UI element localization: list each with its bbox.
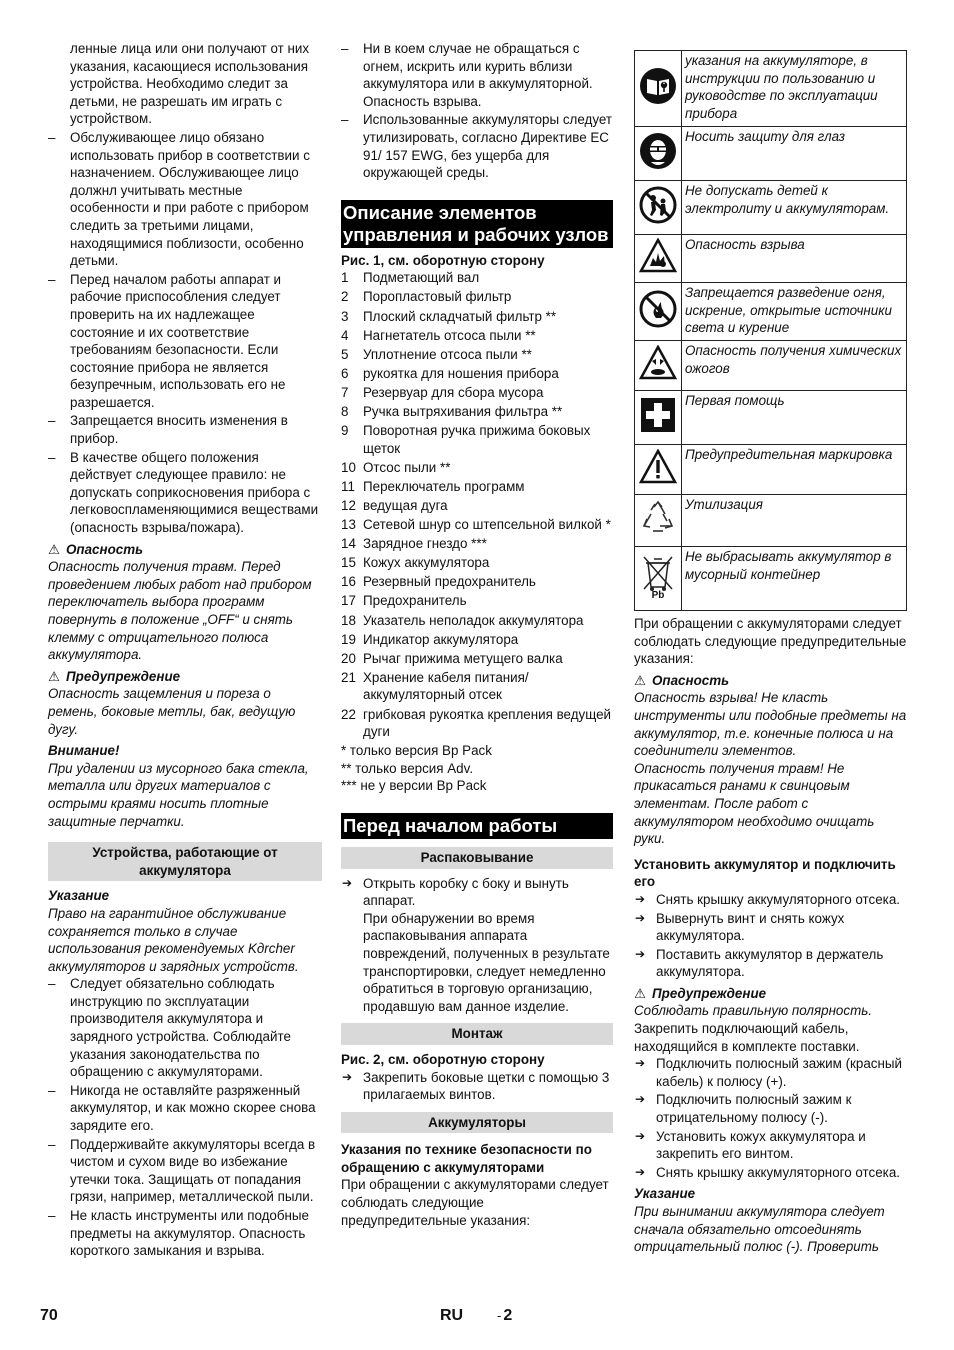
step-item: ➔ Подключить полюсный зажим к отрицательному полюсу (-). [634,1091,907,1126]
table-row [635,391,907,445]
element-label: рукоятка для ношения прибора [363,365,559,381]
danger-text: Опасность получения травм. Перед проведением любых работ над прибором переключатель выбора программ повернуть в положение „OFF“ и снять клемму с отрицательного полюса аккумулятора. [48,559,312,663]
element-label: Хранение кабеля питания/аккумуляторный отсек [363,669,529,703]
step-item [341,875,613,1016]
warning-triangle-icon: ⚠ [634,985,647,1001]
element-list-item [341,288,613,306]
list-item: – Никогда не оставляйте разряженный аккумулятор, и как можно скорее снова зарядите его. [48,1082,322,1135]
symbol-text: Не выбрасывать аккумулятор в мусорный контейнер [682,547,907,611]
element-number: 21 [341,669,356,685]
unpacking-heading: Распаковывание [341,847,613,869]
list-item: – В качестве общего положения действует следующее правило: не допускать соприкосновения прибора с легковоспламеняющимися веществами (опасность взрыва/пожара). [48,449,322,537]
warning-triangle-icon: ⚠ [634,672,647,688]
explosion-icon [635,235,682,283]
list-item: – Следует обязательно соблюдать инструкцию по эксплуатации производителя аккумулятора и зарядного устройства. Соблюдайте указания законодательства по обращению с аккумуляторами. [48,975,322,1081]
symbol-text: Опасность взрыва [682,235,907,283]
element-list-item [341,327,613,345]
element-number: 3 [341,308,349,324]
element-list-item [341,346,613,364]
safety-heading: Указания по технике безопасности по обращению с аккумуляторами [341,1142,592,1175]
element-number: 9 [341,423,349,439]
warning-triangle-icon: ⚠ [48,541,61,557]
table-row [635,283,907,341]
warning-title: Предупреждение [66,668,181,684]
note-text: При вынимании аккумулятора следует сначала обязательно отсоединять отрицательный полюс (-). Проверить [634,1204,885,1255]
footnote: * только версия Bp Pack [341,743,492,759]
element-list-item [341,384,613,402]
element-number: 18 [341,612,356,628]
element-label: Зарядное гнездо *** [363,536,487,552]
element-list-item [341,308,613,326]
unpacking-text: При обнаружении во время распаковывания аппарата повреждений, полученных в результате транспортировки, следует немедленно обратиться в торговую организацию, продавшую вам данное изделие. [363,910,610,1014]
table-row [635,341,907,391]
element-number: 20 [341,650,356,666]
sheet-dash: - [497,1308,502,1323]
note-text: Право на гарантийное обслуживание сохраняется только в случае использования рекомендуемых Kдrcher аккумуляторов и зарядных устройств. [48,905,299,974]
element-list-item [341,269,613,287]
element-list-item [341,573,613,591]
element-number: 4 [341,327,349,343]
element-number: 11 [341,478,355,494]
element-label: грибковая рукоятка крепления ведущей дуги [363,706,612,740]
element-list-item [341,365,613,383]
no-children-icon [635,181,682,235]
element-label: Кожух аккумулятора [363,555,490,571]
attention-text: При удалении из мусорного бака стекла, металла или других материалов с острыми краями носить плотные защитные перчатки. [48,760,309,829]
symbol-text: Утилизация [682,495,907,547]
pb-label: Pb [651,590,665,600]
danger-heading [48,541,322,559]
table-row [635,181,907,235]
list-item: – Перед началом работы аппарат и рабочие приспособления следует проверить на их надлежащее состояние и их соответствие требованиям безопасности. Если состояние прибора не является безупречным, использовать его не разрешается. [48,271,322,412]
table-row [635,445,907,495]
battery-section-heading: Устройства, работающие от аккумулятора [48,842,322,881]
element-list-item [341,631,613,649]
table-row [635,495,907,547]
first-aid-icon [635,391,682,445]
element-number: 1 [341,270,349,286]
element-list-item [341,516,613,534]
element-number: 6 [341,365,349,381]
column-left [48,40,322,1261]
element-label: Ручка вытряхивания фильтра ** [363,404,563,419]
sheet-value: 2 [503,1307,513,1324]
element-label: Отсос пыли ** [363,459,451,475]
footnote: ** только версия Adv. [341,760,474,776]
attention-title: Внимание! [48,743,120,759]
manual-icon [635,51,682,127]
element-number: 14 [341,536,356,552]
mounting-heading: Монтаж [341,1023,613,1045]
language-code: RU [440,1307,464,1324]
warning-heading [48,668,322,686]
symbol-text: Носить защиту для глаз [682,127,907,181]
warning-text: Опасность защемления и пореза о ремень, боковые метлы, бак, ведущую дугу. [48,686,296,737]
step-item: ➔ Установить кожух аккумулятора и закрепить его винтом. [634,1128,907,1163]
danger-heading [634,672,907,690]
element-number: 2 [341,289,349,305]
column-middle [341,40,613,1229]
list-item: – Поддерживайте аккумуляторы всегда в чистом и сухом виде во избежание утечки тока. Защищать от попадания грязи, например, металлической пыли. [48,1136,322,1206]
element-label: Индикатор аккумулятора [363,631,519,647]
intro-paragraph: ленные лица или они получают от них указания, касающиеся использования устройства. Необходимо следит за детьми, не разрешать им играть с устройством. [70,41,310,127]
element-label: Предохранитель [363,593,467,609]
element-list-item [341,669,613,704]
element-list-item [341,554,613,572]
element-number: 10 [341,459,356,475]
chemical-burn-icon [635,341,682,391]
element-list-item [341,403,613,421]
batteries-heading: Аккумуляторы [341,1112,613,1134]
element-list-item [341,535,613,553]
list-item: – Запрещается вносить изменения в прибор. [48,412,322,447]
step-item: ➔ Поставить аккумулятор в держатель аккумулятора. [634,946,907,981]
symbol-text: Предупредительная маркировка [682,445,907,495]
element-list-item [341,459,613,477]
symbol-text: Первая помощь [682,391,907,445]
warning-heading [634,985,907,1003]
elements-heading: Описание элементов управления и рабочих узлов [341,200,613,248]
eye-protection-icon [635,127,682,181]
element-list-item [341,650,613,668]
note-title: Указание [48,888,110,904]
symbol-text: Не допускать детей к электролиту и аккумуляторам. [682,181,907,235]
sheet-number [497,1307,512,1325]
step-text: Открыть коробку с боку и вынуть аппарат. [363,875,569,909]
before-start-heading: Перед началом работы [341,813,613,839]
figure-2-reference: Рис. 2, см. оборотную сторону [341,1051,545,1067]
symbol-text: Запрещается разведение огня, искрение, открытые источники света и курение [682,283,907,341]
element-label: Рычаг прижима метущего валка [363,650,563,666]
table-row [635,235,907,283]
element-label: Поропластовый фильтр [363,289,512,305]
step-item: ➔ Вывернуть винт и снять кожух аккумулятора. [634,910,907,945]
element-number: 16 [341,574,356,590]
step-item: ➔ Снять крышку аккумуляторного отсека. [634,1164,907,1182]
note-title: Указание [634,1186,696,1202]
step-item: ➔ Снять крышку аккумуляторного отсека. [634,891,907,909]
element-label: Сетевой шнур со штепсельной вилкой * [363,517,611,533]
element-list-item [341,422,613,457]
element-label: Резервный предохранитель [363,574,536,590]
column-right [634,38,907,1256]
element-list-item [341,592,613,610]
danger-title: Опасность [66,541,144,557]
recycling-icon [635,495,682,547]
symbol-text: указания на аккумуляторе, в инструкции по пользованию и руководстве по эксплуатации прибора [682,51,907,127]
element-label: Поворотная ручка прижима боковых щеток [363,423,591,456]
element-list-item [341,612,613,630]
danger-title: Опасность [652,672,730,688]
battery-intro-text: При обращении с аккумуляторами следует соблюдать следующие предупредительные указания: [634,616,907,667]
footnote: *** не у версии Bp Pack [341,778,487,794]
symbol-text: Опасность получения химических ожогов [682,341,907,391]
element-number: 5 [341,346,349,362]
warning-text: Соблюдать правильную полярность. [634,1003,872,1019]
list-item: – Не класть инструменты или подобные предметы на аккумулятор. Опасность короткого замыкания и взрыва. [48,1207,322,1260]
connect-text: Закрепить подключающий кабель, находящийся в комплекте поставки. [634,1021,860,1054]
element-list-item [341,478,613,496]
symbols-table [634,50,907,611]
element-number: 8 [341,404,349,419]
element-label: Уплотнение отсоса пыли ** [363,346,532,362]
warning-triangle-icon: ⚠ [48,668,61,684]
warning-title: Предупреждение [652,985,767,1001]
table-row [635,51,907,127]
element-label: Подметающий вал [363,270,480,286]
element-label: Указатель неполадок аккумулятора [363,612,584,628]
element-list-item [341,706,613,741]
page-number: 70 [40,1307,58,1324]
step-item: ➔ Закрепить боковые щетки с помощью 3 прилагаемых винтов. [341,1069,613,1104]
element-number: 15 [341,555,356,571]
list-item: – Использованные аккумуляторы следует утилизировать, согласно Директиве ЕС 91/ 157 EWG, без ущерба для окружающей среды. [341,111,613,181]
safety-text: При обращении с аккумуляторами следует соблюдать следующие предупредительные указания: [341,1177,609,1228]
element-number: 12 [341,497,356,513]
figure-1-reference: Рис. 1, см. оборотную сторону [341,252,545,268]
element-number: 7 [341,384,349,400]
table-row [635,547,907,611]
table-row [635,127,907,181]
element-number: 19 [341,631,356,647]
element-label: Нагнетатель отсоса пыли ** [363,327,536,343]
danger-text-2: Опасность получения травм! Не прикасаться ранами к свинцовым элементам. После работ с аккумулятором необходимо очищать руки. [634,760,875,847]
element-number: 22 [341,706,356,722]
element-label: ведущая дуга [363,497,448,513]
element-number: 13 [341,517,356,533]
list-item: – Обслуживающее лицо обязано использовать прибор в соответствии с назначением. Обслуживающее лицо должнл учитывать местные особенности и при работе с прибором следить за третьими лицами, находящимися поблизости, особенно детьми. [48,129,322,270]
element-label: Резервуар для сбора мусора [363,384,544,400]
step-item: ➔ Подключить полюсный зажим (красный кабель) к полюсу (+). [634,1055,907,1090]
no-bin-icon [635,547,682,611]
elements-list [341,269,613,740]
element-label: Переключатель программ [363,478,525,494]
danger-text: Опасность взрыва! Не класть инструменты или подобные предметы на аккумулятор, т.е. конечные полюса и на соединители элементов. [634,690,907,759]
no-fire-icon [635,283,682,341]
element-number: 17 [341,593,356,609]
element-list-item [341,497,613,515]
element-label: Плоский складчатый фильтр ** [363,308,557,324]
install-heading: Установить аккумулятор и подключить его [634,856,896,890]
warning-icon [635,445,682,495]
list-item: – Ни в коем случае не обращаться с огнем, искрить или курить вблизи аккумулятора или в аккумуляторной. Опасность взрыва. [341,40,613,110]
